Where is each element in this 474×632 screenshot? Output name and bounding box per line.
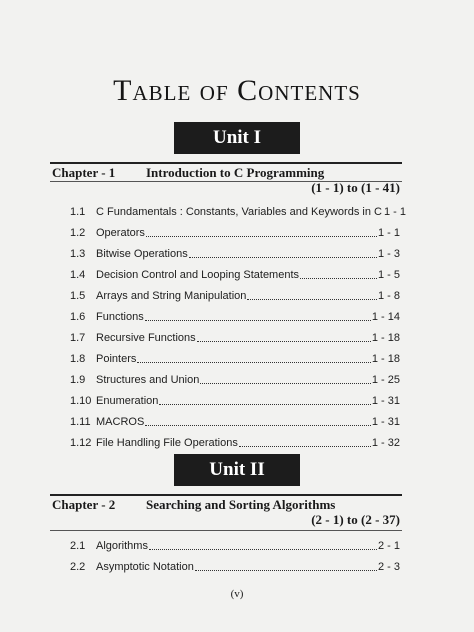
section-page: 1 - 18 — [371, 353, 400, 365]
divider — [50, 494, 402, 496]
section-page: 1 - 31 — [371, 416, 400, 428]
section-title: C Fundamentals : Constants, Variables and Keywords in C — [96, 206, 382, 218]
leader-dots — [197, 332, 371, 342]
leader-dots — [200, 374, 371, 384]
section-number: 1.3 — [70, 248, 86, 260]
leader-dots — [189, 248, 377, 258]
section-page: 1 - 32 — [371, 437, 400, 449]
leader-dots — [145, 416, 371, 426]
toc-entry — [70, 227, 400, 243]
section-number: 1.2 — [70, 227, 86, 239]
section-page: 2 - 3 — [377, 561, 400, 573]
toc-entry — [70, 540, 400, 556]
chapter-page-range: (1 - 1) to (1 - 41) — [311, 180, 400, 195]
section-title: Pointers — [96, 353, 137, 365]
toc-entry — [70, 416, 400, 432]
section-number: 1.8 — [70, 353, 86, 365]
section-page: 1 - 31 — [371, 395, 400, 407]
chapter-label: Chapter - 2 — [52, 497, 116, 512]
section-number: 1.4 — [70, 269, 86, 281]
section-title: Arrays and String Manipulation — [96, 290, 247, 302]
section-page: 1 - 1 — [383, 206, 406, 218]
chapter-title: Searching and Sorting Algorithms — [146, 497, 336, 512]
section-number: 1.10 — [70, 395, 92, 407]
toc-entry — [70, 206, 406, 222]
section-page: 1 - 5 — [377, 269, 400, 281]
section-number: 2.2 — [70, 561, 86, 573]
unit-badge: Unit II — [174, 454, 300, 486]
leader-dots — [239, 437, 371, 447]
section-title: Operators — [96, 227, 145, 239]
toc-entry — [70, 332, 400, 348]
section-title: Enumeration — [96, 395, 159, 407]
leader-dots — [195, 561, 377, 571]
toc-entry — [70, 248, 400, 264]
section-page: 1 - 14 — [371, 311, 400, 323]
toc-entry — [70, 290, 400, 306]
section-title: Decision Control and Looping Statements — [96, 269, 300, 281]
page-title: Table of Contents — [113, 74, 361, 107]
section-number: 1.6 — [70, 311, 86, 323]
section-page: 1 - 8 — [377, 290, 400, 302]
section-number: 1.12 — [70, 437, 92, 449]
leader-dots — [159, 395, 370, 405]
section-title: Recursive Functions — [96, 332, 196, 344]
toc-entry — [70, 561, 400, 577]
leader-dots — [146, 227, 377, 237]
divider — [50, 162, 402, 164]
section-number: 1.5 — [70, 290, 86, 302]
toc-entry — [70, 269, 400, 285]
section-page: 1 - 18 — [371, 332, 400, 344]
toc-entry — [70, 437, 400, 453]
page-number: (v) — [230, 588, 244, 600]
section-title: MACROS — [96, 416, 145, 428]
leader-dots — [247, 290, 377, 300]
section-page: 1 - 1 — [377, 227, 400, 239]
section-number: 1.7 — [70, 332, 86, 344]
leader-dots — [300, 269, 377, 279]
toc-entry — [70, 353, 400, 369]
chapter-label: Chapter - 1 — [52, 165, 116, 180]
section-page: 2 - 1 — [377, 540, 400, 552]
section-title: Asymptotic Notation — [96, 561, 194, 573]
toc-entry — [70, 395, 400, 411]
chapter-title: Introduction to C Programming — [146, 165, 325, 180]
leader-dots — [145, 311, 371, 321]
toc-entry — [70, 311, 400, 327]
unit-badge: Unit I — [174, 122, 300, 154]
toc-entry — [70, 374, 400, 390]
section-title: Algorithms — [96, 540, 148, 552]
section-title: Functions — [96, 311, 144, 323]
section-title: File Handling File Operations — [96, 437, 238, 449]
section-number: 1.9 — [70, 374, 86, 386]
section-number: 2.1 — [70, 540, 86, 552]
section-number: 1.1 — [70, 206, 86, 218]
leader-dots — [137, 353, 371, 363]
leader-dots — [149, 540, 377, 550]
chapter-page-range: (2 - 1) to (2 - 37) — [311, 512, 400, 527]
section-page: 1 - 3 — [377, 248, 400, 260]
section-page: 1 - 25 — [371, 374, 400, 386]
section-number: 1.11 — [70, 416, 91, 428]
divider — [50, 530, 402, 531]
section-title: Structures and Union — [96, 374, 200, 386]
section-title: Bitwise Operations — [96, 248, 188, 260]
